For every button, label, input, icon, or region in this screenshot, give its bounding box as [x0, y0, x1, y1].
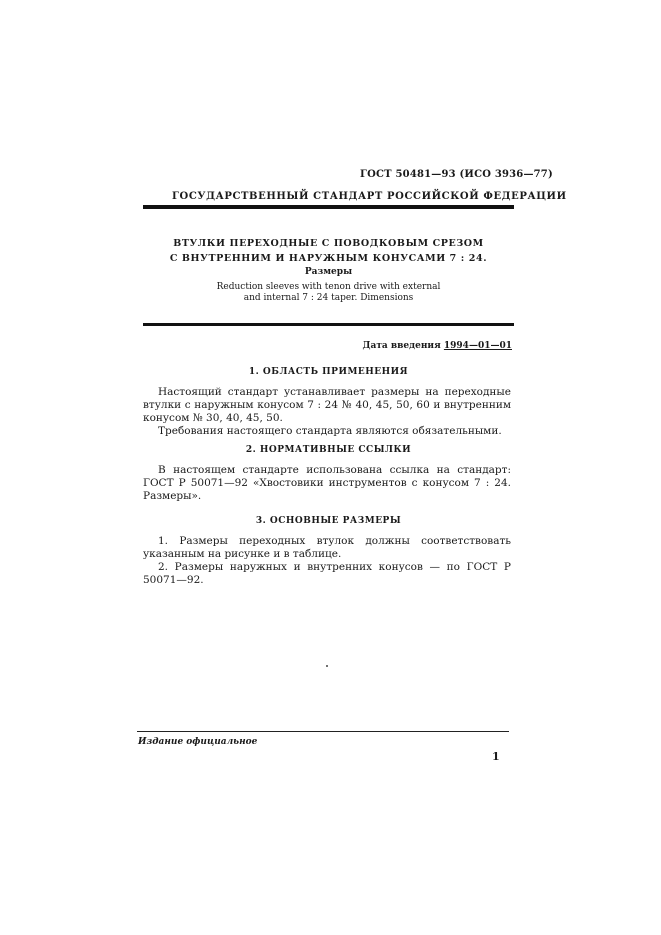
paragraph: В настоящем стандарте использована ссылка на стандарт: ГОСТ Р 50071—92 «Хвостовики инструментов с конусом 7 : 24. Размеры». [143, 464, 511, 502]
standard-number: ГОСТ 50481—93 (ИСО 3936—77) [360, 169, 553, 180]
edition-note: Издание официальное [138, 737, 258, 747]
introduction-date [300, 341, 512, 351]
title-rule [143, 323, 514, 326]
section-body-references [143, 464, 511, 503]
english-title-line-1: Reduction sleeves with tenon drive with external [216, 282, 441, 292]
english-title [143, 282, 514, 304]
title-line-1: ВТУЛКИ ПЕРЕХОДНЫЕ С ПОВОДКОВЫМ СРЕЗОМ [173, 238, 484, 249]
section-heading-references: 2. НОРМАТИВНЫЕ ССЫЛКИ [245, 445, 412, 455]
document-title [143, 236, 514, 266]
section-heading-dimensions: 3. ОСНОВНЫЕ РАЗМЕРЫ [255, 516, 402, 526]
section-body-scope [143, 386, 511, 438]
document-subtitle: Размеры [304, 267, 353, 277]
date-value: 1994—01—01 [443, 341, 512, 351]
paragraph: Требования настоящего стандарта являются обязательными. [158, 425, 502, 437]
title-line-2: С ВНУТРЕННИМ И НАРУЖНЫМ КОНУСАМИ 7 : 24. [169, 253, 488, 264]
state-standard-title: ГОСУДАРСТВЕННЫЙ СТАНДАРТ РОССИЙСКОЙ ФЕДЕРАЦИИ [172, 191, 567, 202]
section-heading-scope: 1. ОБЛАСТЬ ПРИМЕНЕНИЯ [248, 367, 409, 377]
date-label: Дата введения [362, 341, 441, 351]
paragraph: Настоящий стандарт устанавливает размеры на переходные втулки с наружным конусом 7 : 24 № 40, 45, 50, 60 и внутренним конусом № 30, 40, 45, 50. [143, 386, 511, 424]
paragraph: 1. Размеры переходных втулок должны соответствовать указанным на рисунке и в таблице. [143, 535, 511, 560]
section-body-dimensions [143, 535, 511, 587]
paragraph: 2. Размеры наружных и внутренних конусов — по ГОСТ Р 50071—92. [143, 561, 511, 586]
header-rule [143, 205, 514, 209]
page-number: 1 [492, 750, 500, 763]
footer-rule [137, 731, 509, 732]
english-title-line-2: and internal 7 : 24 taper. Dimensions [243, 293, 414, 303]
stray-dot [326, 665, 328, 667]
